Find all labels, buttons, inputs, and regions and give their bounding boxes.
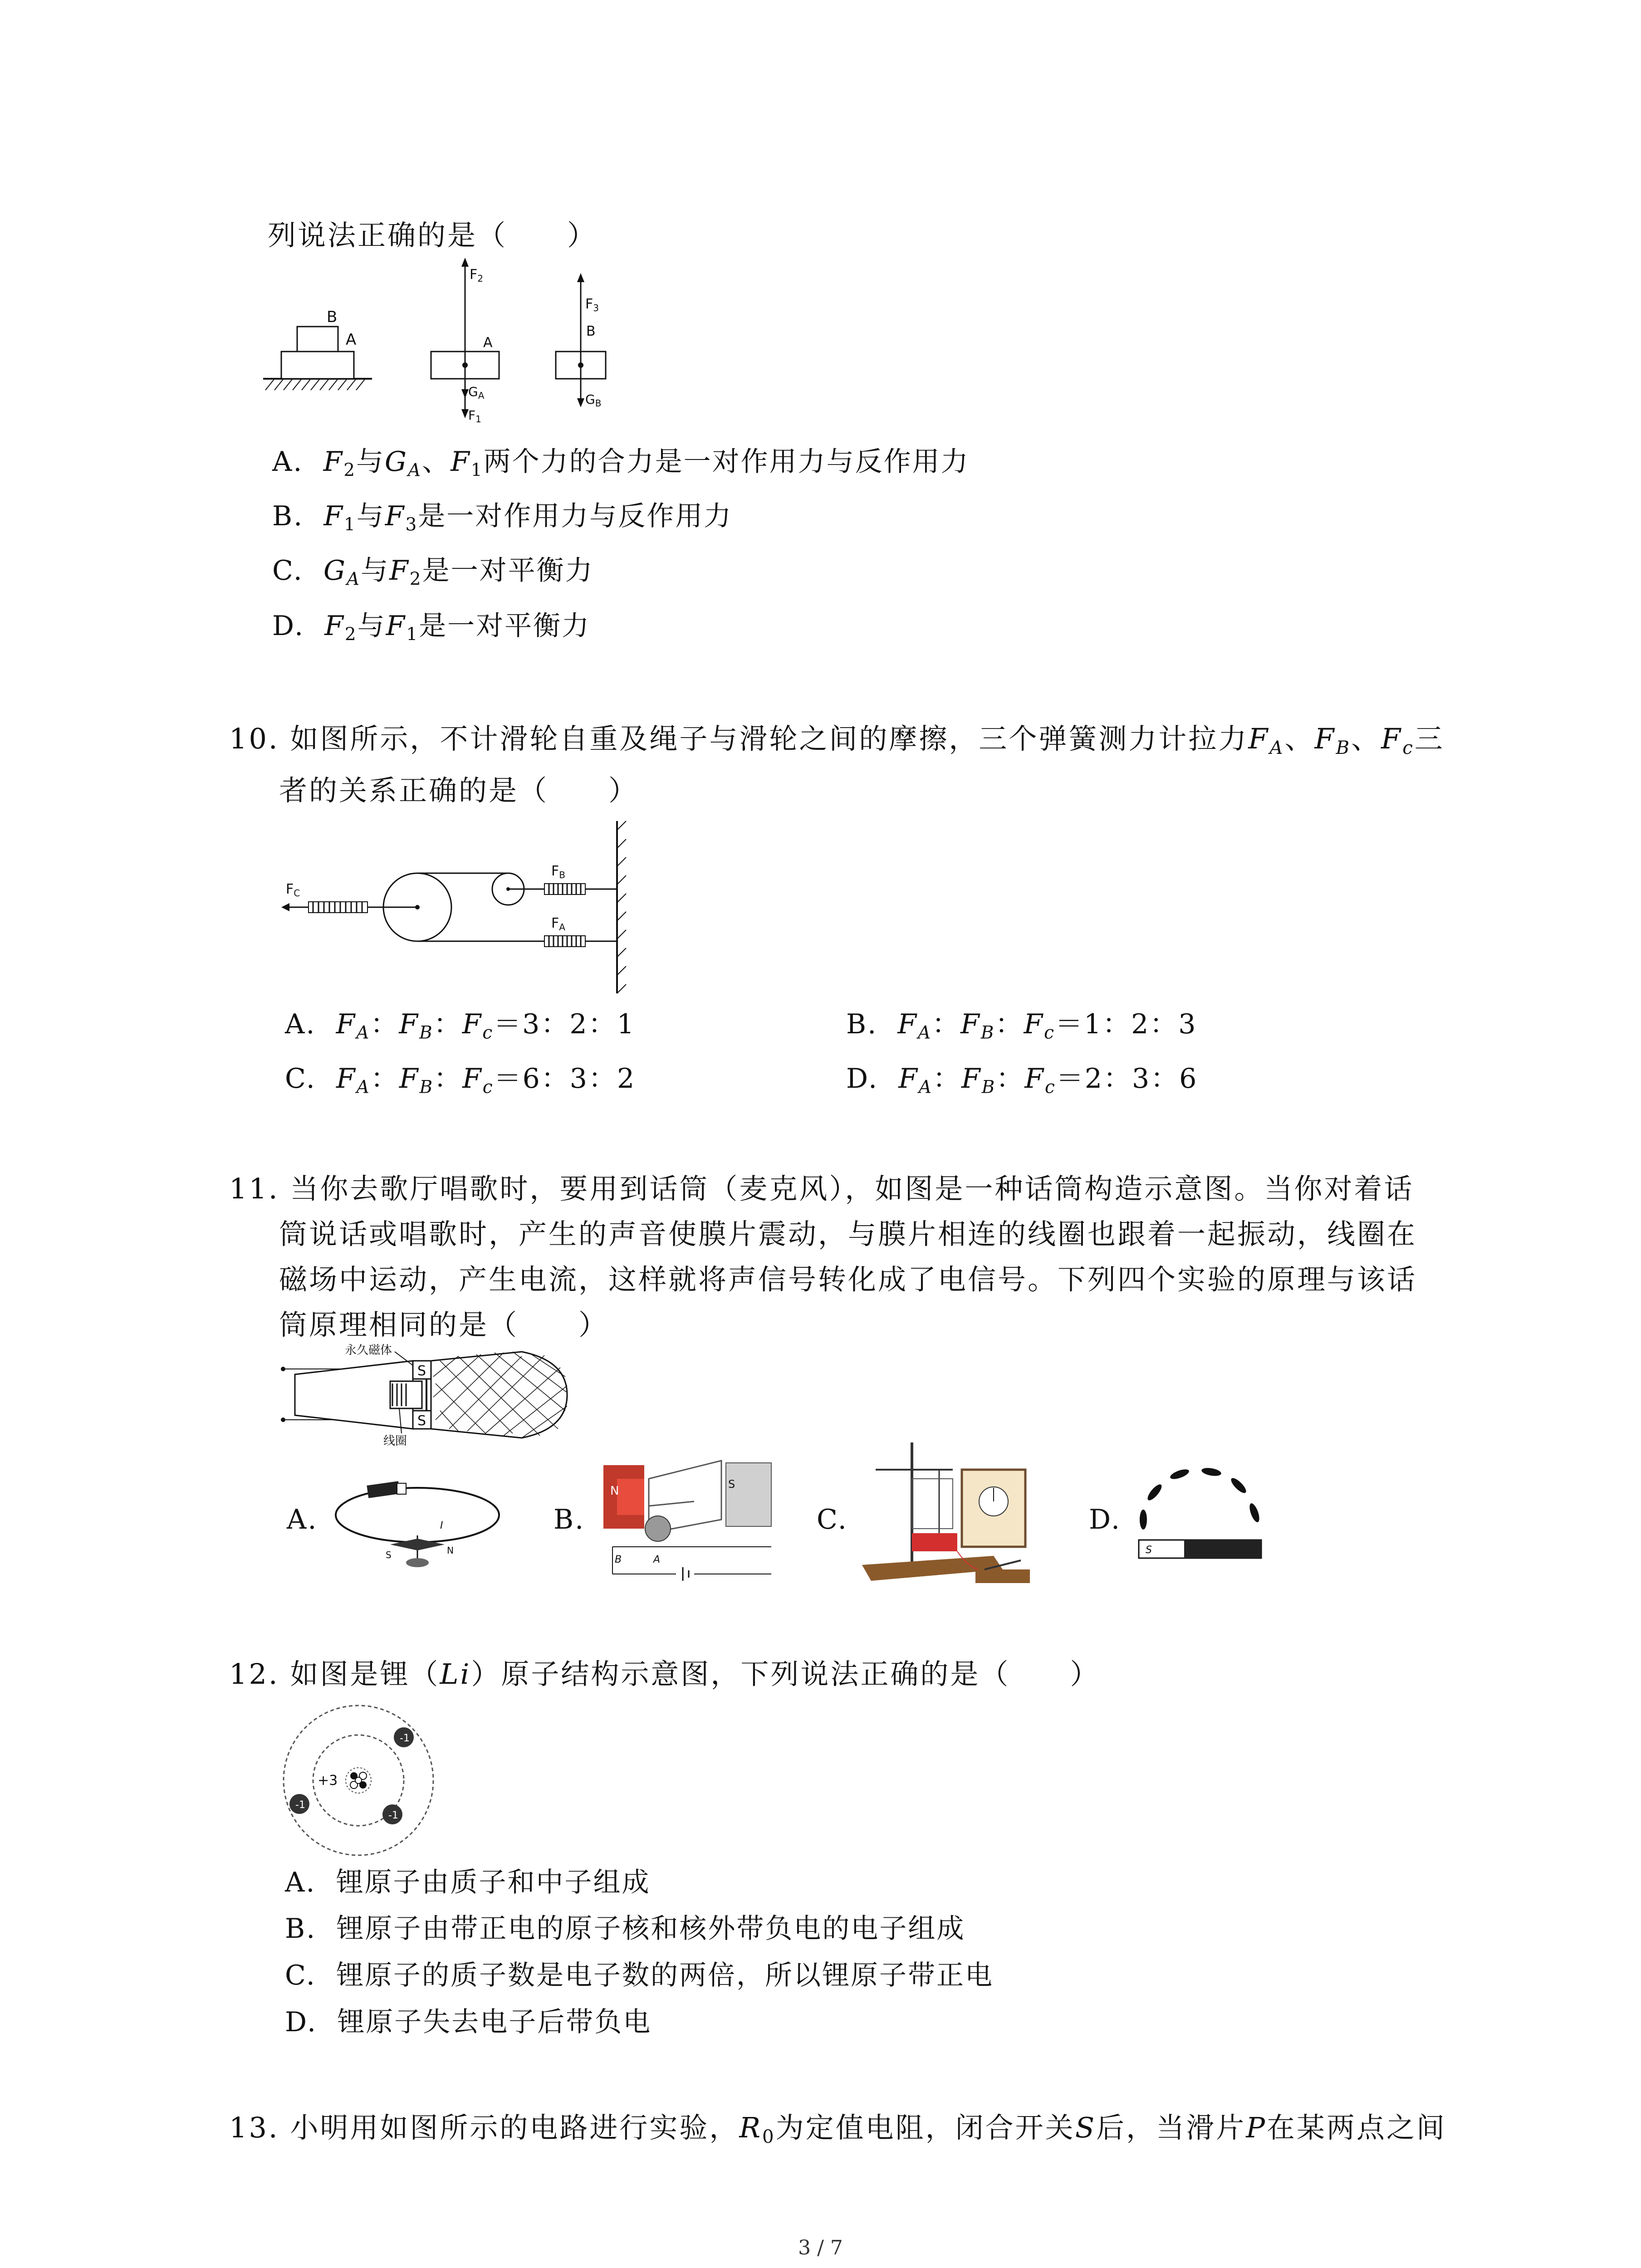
- svg-text:B: B: [615, 1554, 622, 1565]
- q9-label-A: A: [346, 331, 357, 349]
- svg-text:S: S: [417, 1413, 426, 1429]
- q9-option-c: C. $G_A$与$F_2$是一对平衡力: [272, 555, 594, 590]
- svg-text:FA: $F_A$: [551, 915, 565, 933]
- q12-lithium-atom-diagram: [277, 1703, 449, 1857]
- q11-stem-line1: 11. 当你去歌厅唱歌时，要用到话筒（麦克风），如图是一种话筒构造示意图。当你对着话: [229, 1172, 1414, 1205]
- page-number: 3 / 7: [798, 2236, 843, 2259]
- q10-option-a: A. $F_A$：$F_B$：$F_c=3$：2：1: [285, 1008, 636, 1043]
- svg-text:F3: $F_3$: [585, 296, 599, 313]
- q9-stem-tail: 列说法正确的是（ ）: [268, 219, 598, 252]
- q10-pulley-diagram: [281, 812, 635, 1002]
- svg-text:S: S: [1146, 1545, 1152, 1556]
- q11-option-b-letter: B.: [554, 1504, 585, 1535]
- svg-text:+3: +3: [318, 1773, 338, 1789]
- q12-stem: 12. 如图是锂（Li）原子结构示意图，下列说法正确的是（ ）: [229, 1657, 1100, 1691]
- q11-stem-line4: 筒原理相同的是（ ）: [279, 1308, 609, 1341]
- svg-text:GB: $G_B$: [585, 392, 602, 409]
- q11-stem-line3: 磁场中运动，产生电流，这样就将声信号转化成了电信号。下列四个实验的原理与该话: [279, 1263, 1417, 1296]
- q9-option-a: A. $F_2$与$G_A$、$F_1$两个力的合力是一对作用力与反作用力: [272, 446, 970, 481]
- svg-text:线圈: 线圈: [383, 1434, 407, 1448]
- svg-text:S: S: [417, 1363, 426, 1379]
- q10-option-b: B. $F_A$：$F_B$：$F_c=1$：2：3: [846, 1008, 1197, 1043]
- svg-text:N: N: [610, 1484, 619, 1498]
- q11-option-c-letter: C.: [817, 1504, 848, 1535]
- svg-text:永久磁体: 永久磁体: [345, 1344, 392, 1357]
- svg-text:I: I: [440, 1520, 443, 1531]
- svg-text:A: A: [653, 1554, 661, 1565]
- q9-label-B: B: [327, 308, 338, 326]
- svg-text:-1: -1: [400, 1733, 410, 1744]
- q13-stem: 13. 小明用如图所示的电路进行实验，$R_0$为定值电阻，闭合开关S后，当滑片P在某两点之间: [229, 2111, 1446, 2148]
- q9-option-d: D. $F_2$与$F_1$是一对平衡力: [272, 610, 591, 645]
- svg-text:GA: $G_A$: [468, 384, 485, 401]
- q10-stem-line2: 者的关系正确的是（ ）: [279, 774, 639, 807]
- svg-text:F1: $F_1$: [468, 408, 481, 425]
- q11-option-d-magnet-compass-image: [1134, 1461, 1270, 1579]
- q12-option-b: B. 锂原子由带正电的原子核和核外带负电的电子组成: [285, 1913, 965, 1945]
- svg-text:-1: -1: [388, 1810, 398, 1821]
- q11-stem-line2: 筒说话或唱歌时，产生的声音使膜片震动，与膜片相连的线圈也跟着一起振动，线圈在: [279, 1217, 1417, 1251]
- q11-option-b-generator-image: [603, 1452, 776, 1583]
- q11-option-a-letter: A.: [287, 1504, 318, 1535]
- svg-text:F2: $F_2$: [470, 267, 483, 284]
- svg-text:N: N: [447, 1545, 454, 1556]
- svg-text:A: A: [483, 335, 493, 351]
- q9-option-b: B. $F_1$与$F_3$是一对作用力与反作用力: [272, 500, 733, 535]
- q11-microphone-diagram: [277, 1343, 585, 1447]
- q10-stem-line1: 10. 如图所示，不计滑轮自重及绳子与滑轮之间的摩擦，三个弹簧测力计拉力$F_A$、$F_B$、$F_c$三: [229, 722, 1445, 759]
- q9-force-diagram: [263, 254, 635, 435]
- q11-option-c-induction-image: [857, 1442, 1048, 1592]
- q10-option-d: D. $F_A$：$F_B$：$F_c=2$：3：6: [846, 1063, 1198, 1098]
- q12-option-c: C. 锂原子的质子数是电子数的两倍，所以锂原子带正电: [285, 1960, 994, 1991]
- q11-option-d-letter: D.: [1089, 1504, 1122, 1535]
- q12-option-a: A. 锂原子由质子和中子组成: [285, 1867, 651, 1898]
- svg-text:FC: $F_C$: [286, 881, 300, 899]
- svg-text:FB: $F_B$: [551, 863, 565, 880]
- q10-option-c: C. $F_A$：$F_B$：$F_c=6$：3：2: [285, 1063, 636, 1098]
- svg-text:S: S: [728, 1478, 735, 1491]
- q12-option-d: D. 锂原子失去电子后带负电: [285, 2006, 652, 2038]
- svg-text:B: B: [586, 323, 596, 339]
- svg-text:-1: -1: [295, 1799, 305, 1811]
- svg-text:S: S: [386, 1549, 392, 1560]
- q11-option-a-oersted-image: [331, 1461, 504, 1574]
